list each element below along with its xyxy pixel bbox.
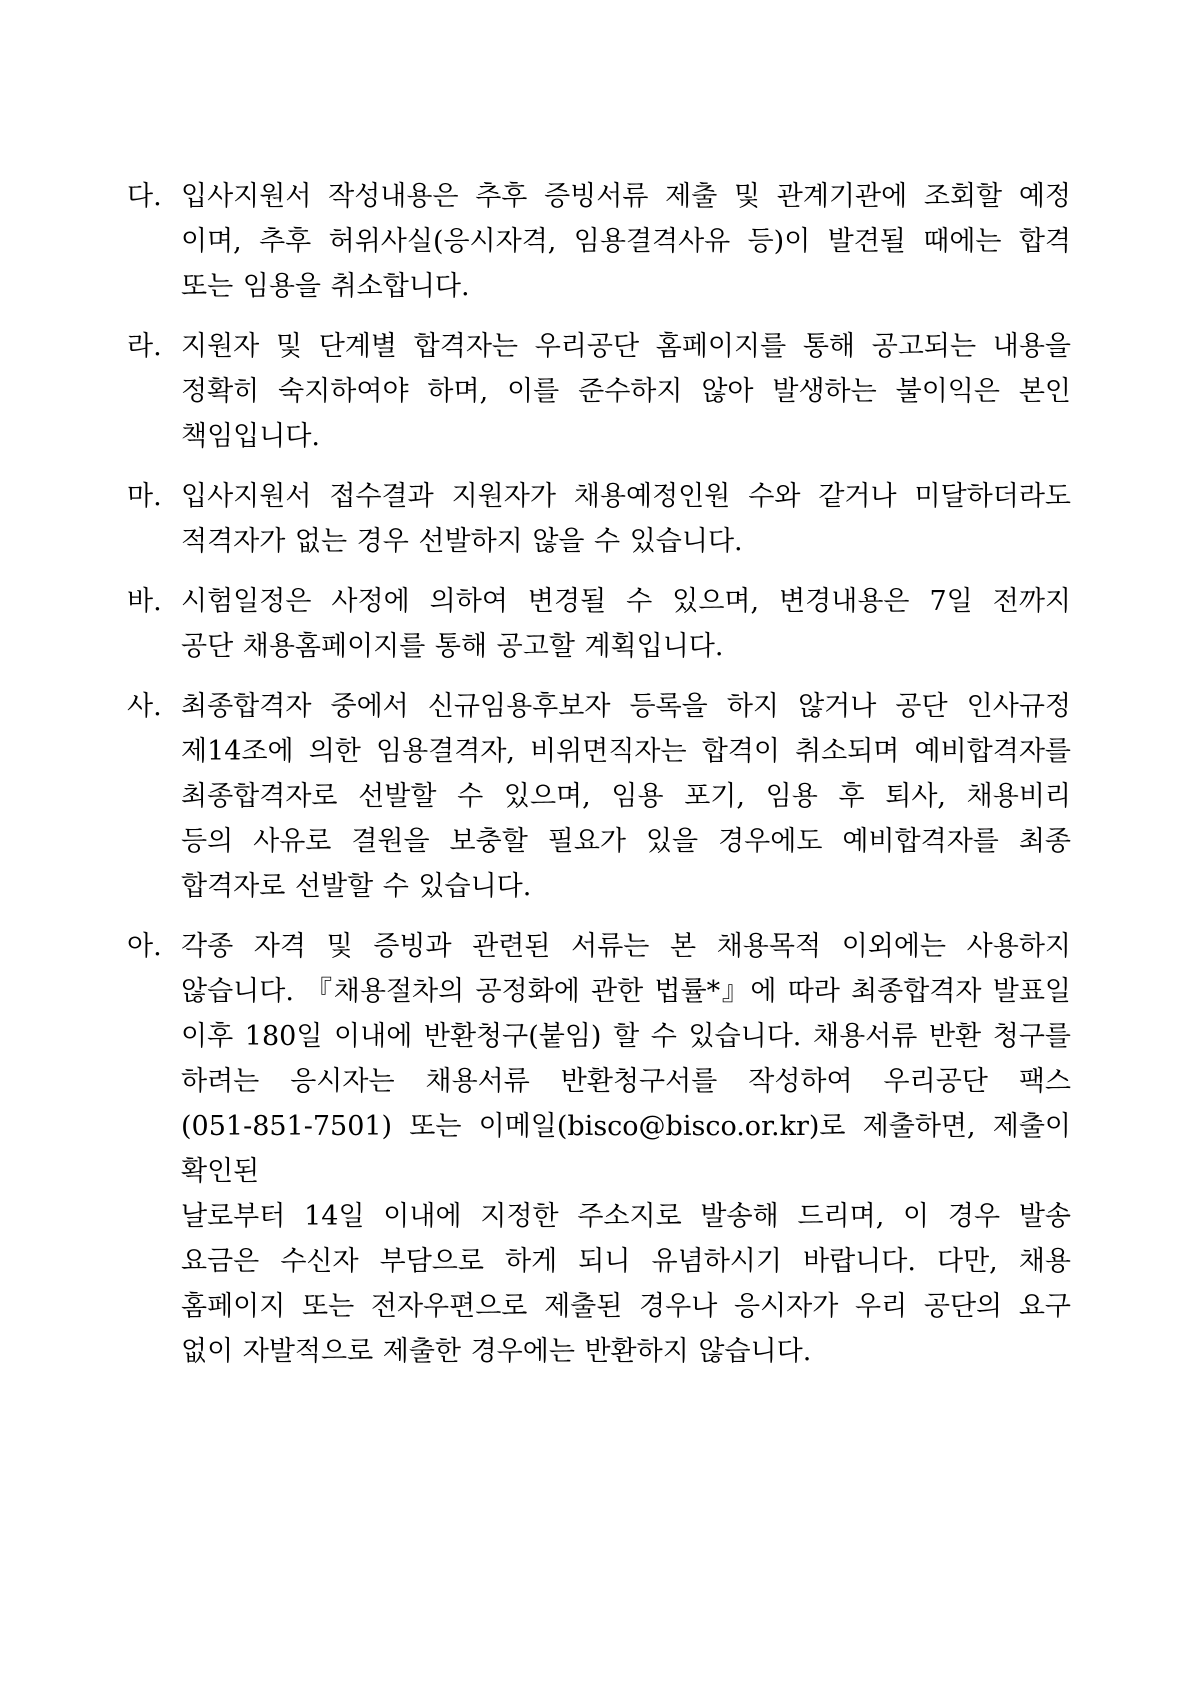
text-line: 공단 채용홈페이지를 통해 공고할 계획입니다. — [181, 631, 724, 662]
text-line: 시험일정은 사정에 의하여 변경될 수 있으며, 변경내용은 7일 전까지 — [181, 586, 1071, 617]
text-line: 이며, 추후 허위사실(응시자격, 임용결격사유 등)이 발견될 때에는 합격 — [181, 226, 1071, 257]
notice-item-ra — [127, 324, 1071, 459]
text-line: 입사지원서 접수결과 지원자가 채용예정인원 수와 같거나 미달하더라도 — [181, 481, 1071, 512]
notice-item-a — [127, 924, 1071, 1374]
text-line: 각종 자격 및 증빙과 관련된 서류는 본 채용목적 이외에는 사용하지 — [181, 931, 1071, 962]
text-line: 없이 자발적으로 제출한 경우에는 반환하지 않습니다. — [181, 1336, 812, 1367]
text-line: 등의 사유로 결원을 보충할 필요가 있을 경우에도 예비합격자를 최종 — [181, 826, 1071, 857]
text-line: 지원자 및 단계별 합격자는 우리공단 홈페이지를 통해 공고되는 내용을 — [181, 331, 1071, 362]
text-line: 최종합격자로 선발할 수 있으며, 임용 포기, 임용 후 퇴사, 채용비리 — [181, 781, 1071, 812]
text-line: 또는 임용을 취소합니다. — [181, 271, 470, 302]
item-marker: 바. — [127, 586, 162, 617]
text-line: 입사지원서 작성내용은 추후 증빙서류 제출 및 관계기관에 조회할 예정 — [181, 181, 1071, 212]
item-text — [181, 924, 1071, 1374]
text-line: 최종합격자 중에서 신규임용후보자 등록을 하지 않거나 공단 인사규정 — [181, 691, 1071, 722]
notice-item-da — [127, 174, 1071, 309]
text-line: 제14조에 의한 임용결격자, 비위면직자는 합격이 취소되며 예비합격자를 — [181, 736, 1071, 767]
item-marker: 마. — [127, 481, 162, 512]
text-line: 않습니다. 『채용절차의 공정화에 관한 법률*』에 따라 최종합격자 발표일 — [181, 976, 1071, 1007]
notice-item-ba — [127, 579, 1071, 669]
item-text — [181, 324, 1071, 459]
notice-list — [127, 174, 1071, 1389]
text-line: 홈페이지 또는 전자우편으로 제출된 경우나 응시자가 우리 공단의 요구 — [181, 1291, 1071, 1322]
text-line: (051-851-7501) 또는 이메일(bisco@bisco.or.kr)로 제출하면, 제출이 확인된 — [181, 1111, 1071, 1187]
item-marker: 아. — [127, 931, 162, 962]
text-line: 날로부터 14일 이내에 지정한 주소지로 발송해 드리며, 이 경우 발송 — [181, 1201, 1071, 1232]
item-text — [181, 174, 1071, 309]
text-line: 정확히 숙지하여야 하며, 이를 준수하지 않아 발생하는 불이익은 본인 — [181, 376, 1071, 407]
item-text — [181, 474, 1071, 564]
item-marker: 라. — [127, 331, 162, 362]
text-line: 책임입니다. — [181, 421, 320, 452]
text-line: 합격자로 선발할 수 있습니다. — [181, 871, 532, 902]
text-line: 요금은 수신자 부담으로 하게 되니 유념하시기 바랍니다. 다만, 채용 — [181, 1246, 1071, 1277]
item-text — [181, 684, 1071, 909]
text-line: 하려는 응시자는 채용서류 반환청구서를 작성하여 우리공단 팩스 — [181, 1066, 1071, 1097]
item-marker: 다. — [127, 181, 162, 212]
item-text — [181, 579, 1071, 669]
notice-item-ma — [127, 474, 1071, 564]
item-marker: 사. — [127, 691, 162, 722]
notice-item-sa — [127, 684, 1071, 909]
text-line: 이후 180일 이내에 반환청구(붙임) 할 수 있습니다. 채용서류 반환 청구를 — [181, 1021, 1071, 1052]
text-line: 적격자가 없는 경우 선발하지 않을 수 있습니다. — [181, 526, 743, 557]
